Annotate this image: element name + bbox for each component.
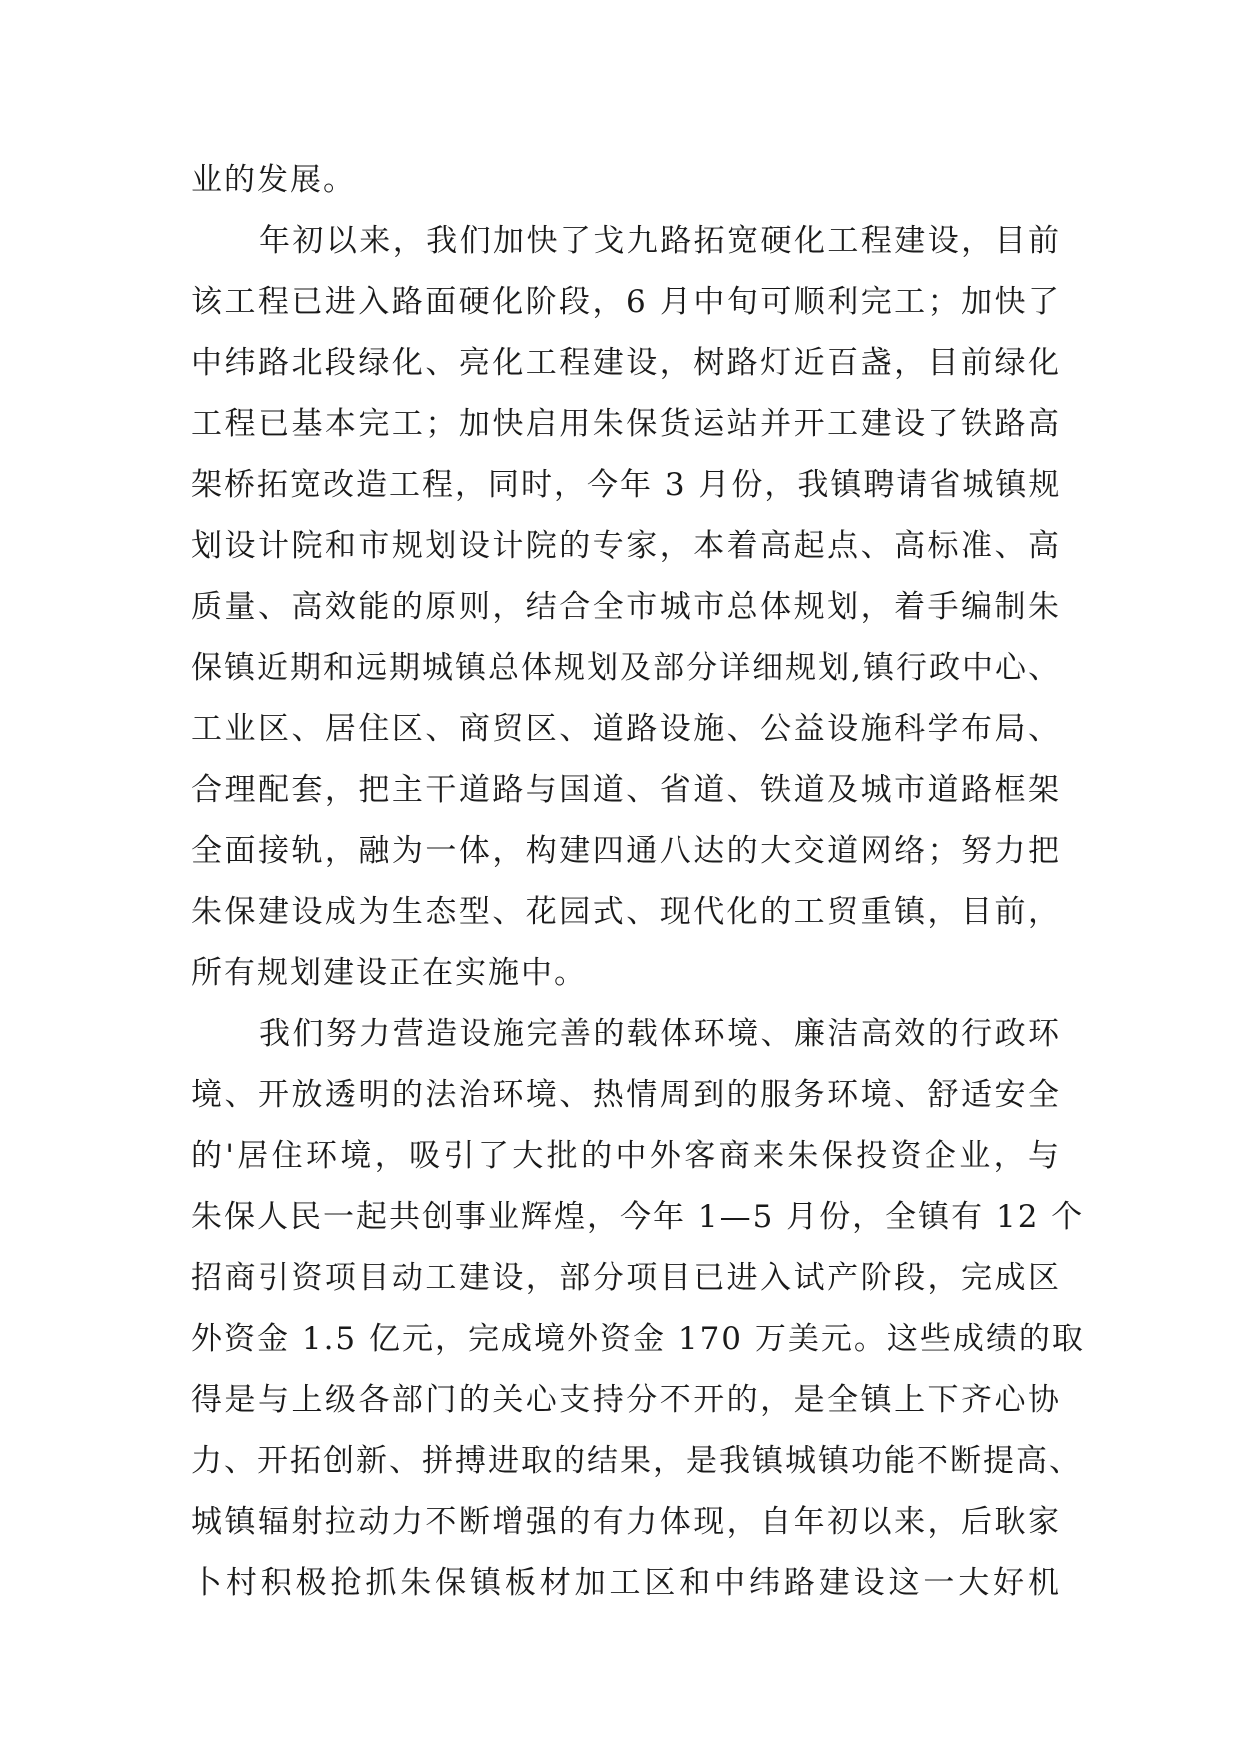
text-line: 工业区、居住区、商贸区、道路设施、公益设施科学布局、	[191, 711, 1061, 747]
text-line: 所有规划建设正在实施中。	[191, 955, 587, 991]
text-line: 朱保建设成为生态型、花园式、现代化的工贸重镇，目前，	[191, 894, 1061, 930]
text-line: 我们努力营造设施完善的载体环境、廉洁高效的行政环	[259, 1016, 1061, 1052]
paragraph-2	[191, 211, 1061, 1004]
text-line: 朱保人民一起共创事业辉煌，今年 1—5 月份，全镇有 12 个	[191, 1199, 1085, 1235]
text-line: 保镇近期和远期城镇总体规划及部分详细规划,镇行政中心、	[191, 650, 1061, 686]
text-line: 该工程已进入路面硬化阶段，6 月中旬可顺利完工；加快了	[191, 284, 1061, 320]
text-line: 中纬路北段绿化、亮化工程建设，树路灯近百盏，目前绿化	[191, 345, 1061, 381]
text-line: 境、开放透明的法治环境、热情周到的服务环境、舒适安全	[191, 1077, 1061, 1113]
text-line: 卜村积极抢抓朱保镇板材加工区和中纬路建设这一大好机	[191, 1565, 1061, 1601]
text-line: 年初以来，我们加快了戈九路拓宽硬化工程建设，目前	[259, 223, 1061, 259]
text-line: 全面接轨，融为一体，构建四通八达的大交道网络；努力把	[191, 833, 1061, 869]
text-line: 业的发展。	[191, 162, 356, 198]
text-line: 力、开拓创新、拼搏进取的结果，是我镇城镇功能不断提高、	[191, 1443, 1082, 1479]
text-line: 架桥拓宽改造工程，同时，今年 3 月份，我镇聘请省城镇规	[191, 467, 1062, 503]
text-line: 得是与上级各部门的关心支持分不开的，是全镇上下齐心协	[191, 1382, 1061, 1418]
text-line: 合理配套，把主干道路与国道、省道、铁道及城市道路框架	[191, 772, 1061, 808]
text-line: 的'居住环境，吸引了大批的中外客商来朱保投资企业，与	[191, 1138, 1061, 1174]
text-line: 城镇辐射拉动力不断增强的有力体现，自年初以来，后耿家	[191, 1504, 1061, 1540]
text-line: 招商引资项目动工建设，部分项目已进入试产阶段，完成区	[191, 1260, 1061, 1296]
paragraph-1	[191, 150, 1061, 211]
text-line: 划设计院和市规划设计院的专家，本着高起点、高标准、高	[191, 528, 1061, 564]
document-body	[191, 150, 1085, 1614]
text-line: 工程已基本完工；加快启用朱保货运站并开工建设了铁路高	[191, 406, 1061, 442]
paragraph-3	[191, 1004, 1085, 1614]
text-line: 质量、高效能的原则，结合全市城市总体规划，着手编制朱	[191, 589, 1061, 625]
text-line: 外资金 1.5 亿元，完成境外资金 170 万美元。这些成绩的取	[191, 1321, 1085, 1357]
